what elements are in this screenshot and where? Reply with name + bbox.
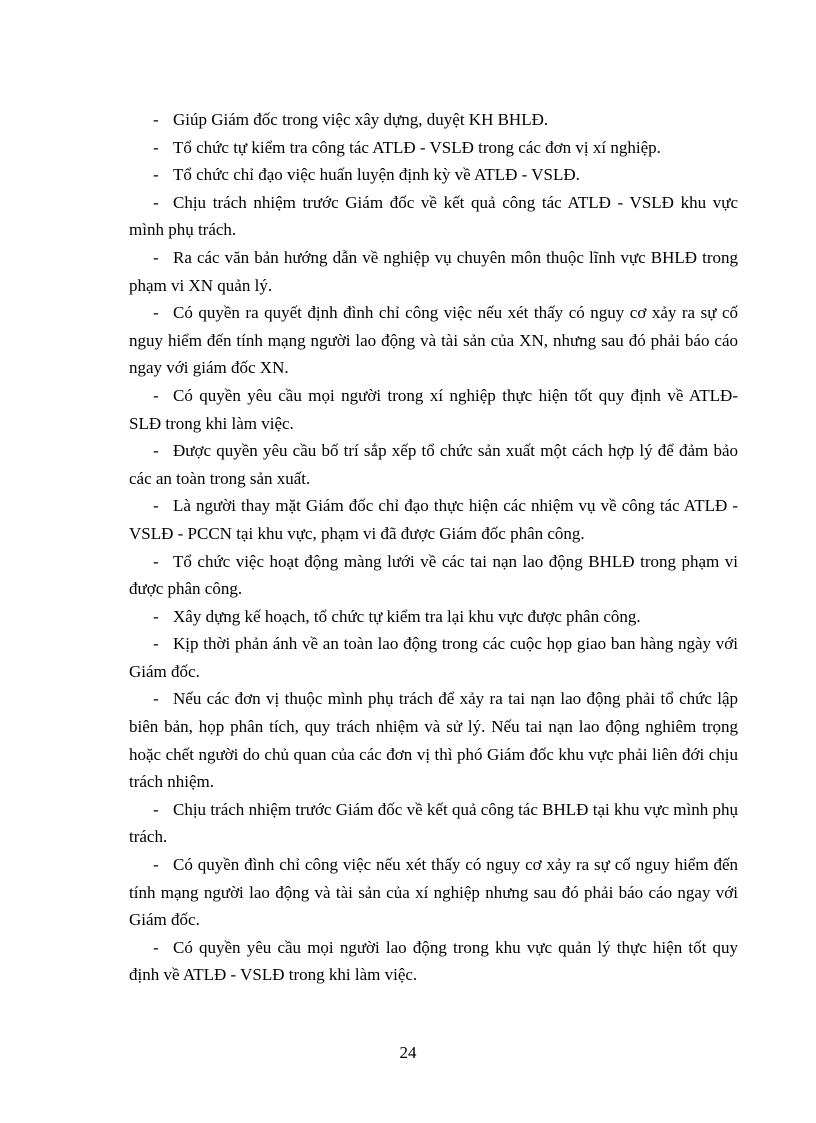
bullet-dash: -	[153, 799, 159, 819]
list-item-text: Tổ chức việc hoạt động màng lưới về các tai nạn lao động BHLĐ trong phạm vi được phân công.	[129, 551, 738, 599]
list-item-text: Tổ chức chỉ đạo việc huấn luyện định kỳ về ATLĐ - VSLĐ.	[173, 165, 580, 185]
bullet-dash: -	[153, 689, 159, 709]
bullet-dash: -	[153, 110, 159, 129]
list-item	[129, 382, 738, 437]
list-item-text: Có quyền yêu cầu mọi người trong xí nghiệp thực hiện tốt quy định về ATLĐ- SLĐ trong khi làm việc.	[129, 385, 738, 433]
list-item-text: Có quyền yêu cầu mọi người lao động trong khu vực quản lý thực hiện tốt quy định về ATLĐ - VSLĐ trong khi làm việc.	[129, 937, 738, 985]
list-item	[129, 851, 738, 934]
bullet-dash: -	[153, 137, 159, 157]
bullet-dash: -	[153, 606, 159, 626]
list-item-text: Có quyền ra quyết định đình chỉ công việc nếu xét thấy có nguy cơ xảy ra sự cố nguy hiểm đến tính mạng người lao động và tài sản của XN, nhưng sau đó phải báo cáo ngay với giám đốc XN.	[129, 303, 738, 378]
bullet-dash: -	[153, 303, 159, 323]
list-item-text: Chịu trách nhiệm trước Giám đốc về kết quả công tác BHLĐ tại khu vực mình phụ trách.	[129, 799, 738, 847]
list-item	[129, 796, 738, 851]
list-item	[129, 630, 738, 685]
bullet-dash: -	[153, 247, 159, 267]
list-item-text: Kịp thời phản ánh về an toàn lao động trong các cuộc họp giao ban hàng ngày với Giám đốc.	[129, 634, 738, 681]
list-item	[129, 299, 738, 382]
list-item	[129, 437, 738, 492]
list-item	[129, 189, 738, 244]
bullet-dash: -	[153, 165, 159, 185]
list-item	[129, 685, 738, 795]
list-item-text: Là người thay mặt Giám đốc chỉ đạo thực hiện các nhiệm vụ về công tác ATLĐ - VSLĐ - PCCN tại khu vực, phạm vi đã được Giám đốc phân công.	[129, 496, 738, 543]
document-body	[129, 106, 738, 989]
list-item-text: Chịu trách nhiệm trước Giám đốc về kết quả công tác ATLĐ - VSLĐ khu vực mình phụ trách.	[129, 192, 738, 240]
bullet-dash: -	[153, 441, 159, 461]
list-item	[129, 106, 738, 134]
bullet-dash: -	[153, 385, 159, 405]
list-item	[129, 134, 738, 162]
list-item	[129, 548, 738, 603]
list-item-text: Được quyền yêu cầu bố trí sắp xếp tổ chức sản xuất một cách hợp lý để đảm bảo các an toàn trong sản xuất.	[129, 441, 738, 488]
list-item-text: Tổ chức tự kiểm tra công tác ATLĐ - VSLĐ trong các đơn vị xí nghiệp.	[173, 137, 661, 157]
list-item-text: Nếu các đơn vị thuộc mình phụ trách để xảy ra tai nạn lao động phải tổ chức lập biên bản, họp phân tích, quy trách nhiệm và sử lý. Nếu tai nạn lao động nghiêm trọng hoặc chết người do chủ quan của các đơn vị thì phó Giám đốc khu vực phải liên đới chịu trách nhiệm.	[129, 689, 738, 792]
bullet-dash: -	[153, 937, 159, 957]
list-item	[129, 603, 738, 631]
page-number: 24	[399, 1043, 417, 1062]
list-item	[129, 244, 738, 299]
list-item	[129, 161, 738, 189]
list-item	[129, 934, 738, 989]
list-item-text: Xây dựng kế hoạch, tổ chức tự kiểm tra lại khu vực được phân công.	[173, 606, 641, 626]
bullet-dash: -	[153, 551, 159, 571]
list-item-text: Giúp Giám đốc trong việc xây dựng, duyệt KH BHLĐ.	[173, 110, 549, 129]
bullet-dash: -	[153, 496, 159, 516]
bullet-dash: -	[153, 192, 159, 212]
list-item-text: Ra các văn bản hướng dẫn về nghiệp vụ chuyên môn thuộc lĩnh vực BHLĐ trong phạm vi XN quản lý.	[129, 247, 738, 295]
bullet-dash: -	[153, 634, 159, 654]
list-item-text: Có quyền đình chỉ công việc nếu xét thấy có nguy cơ xảy ra sự cố nguy hiểm đến tính mạng người lao động và tài sản của xí nghiệp nhưng sau đó phải báo cáo ngay với Giám đốc.	[129, 855, 738, 930]
list-item	[129, 492, 738, 547]
bullet-dash: -	[153, 855, 159, 875]
